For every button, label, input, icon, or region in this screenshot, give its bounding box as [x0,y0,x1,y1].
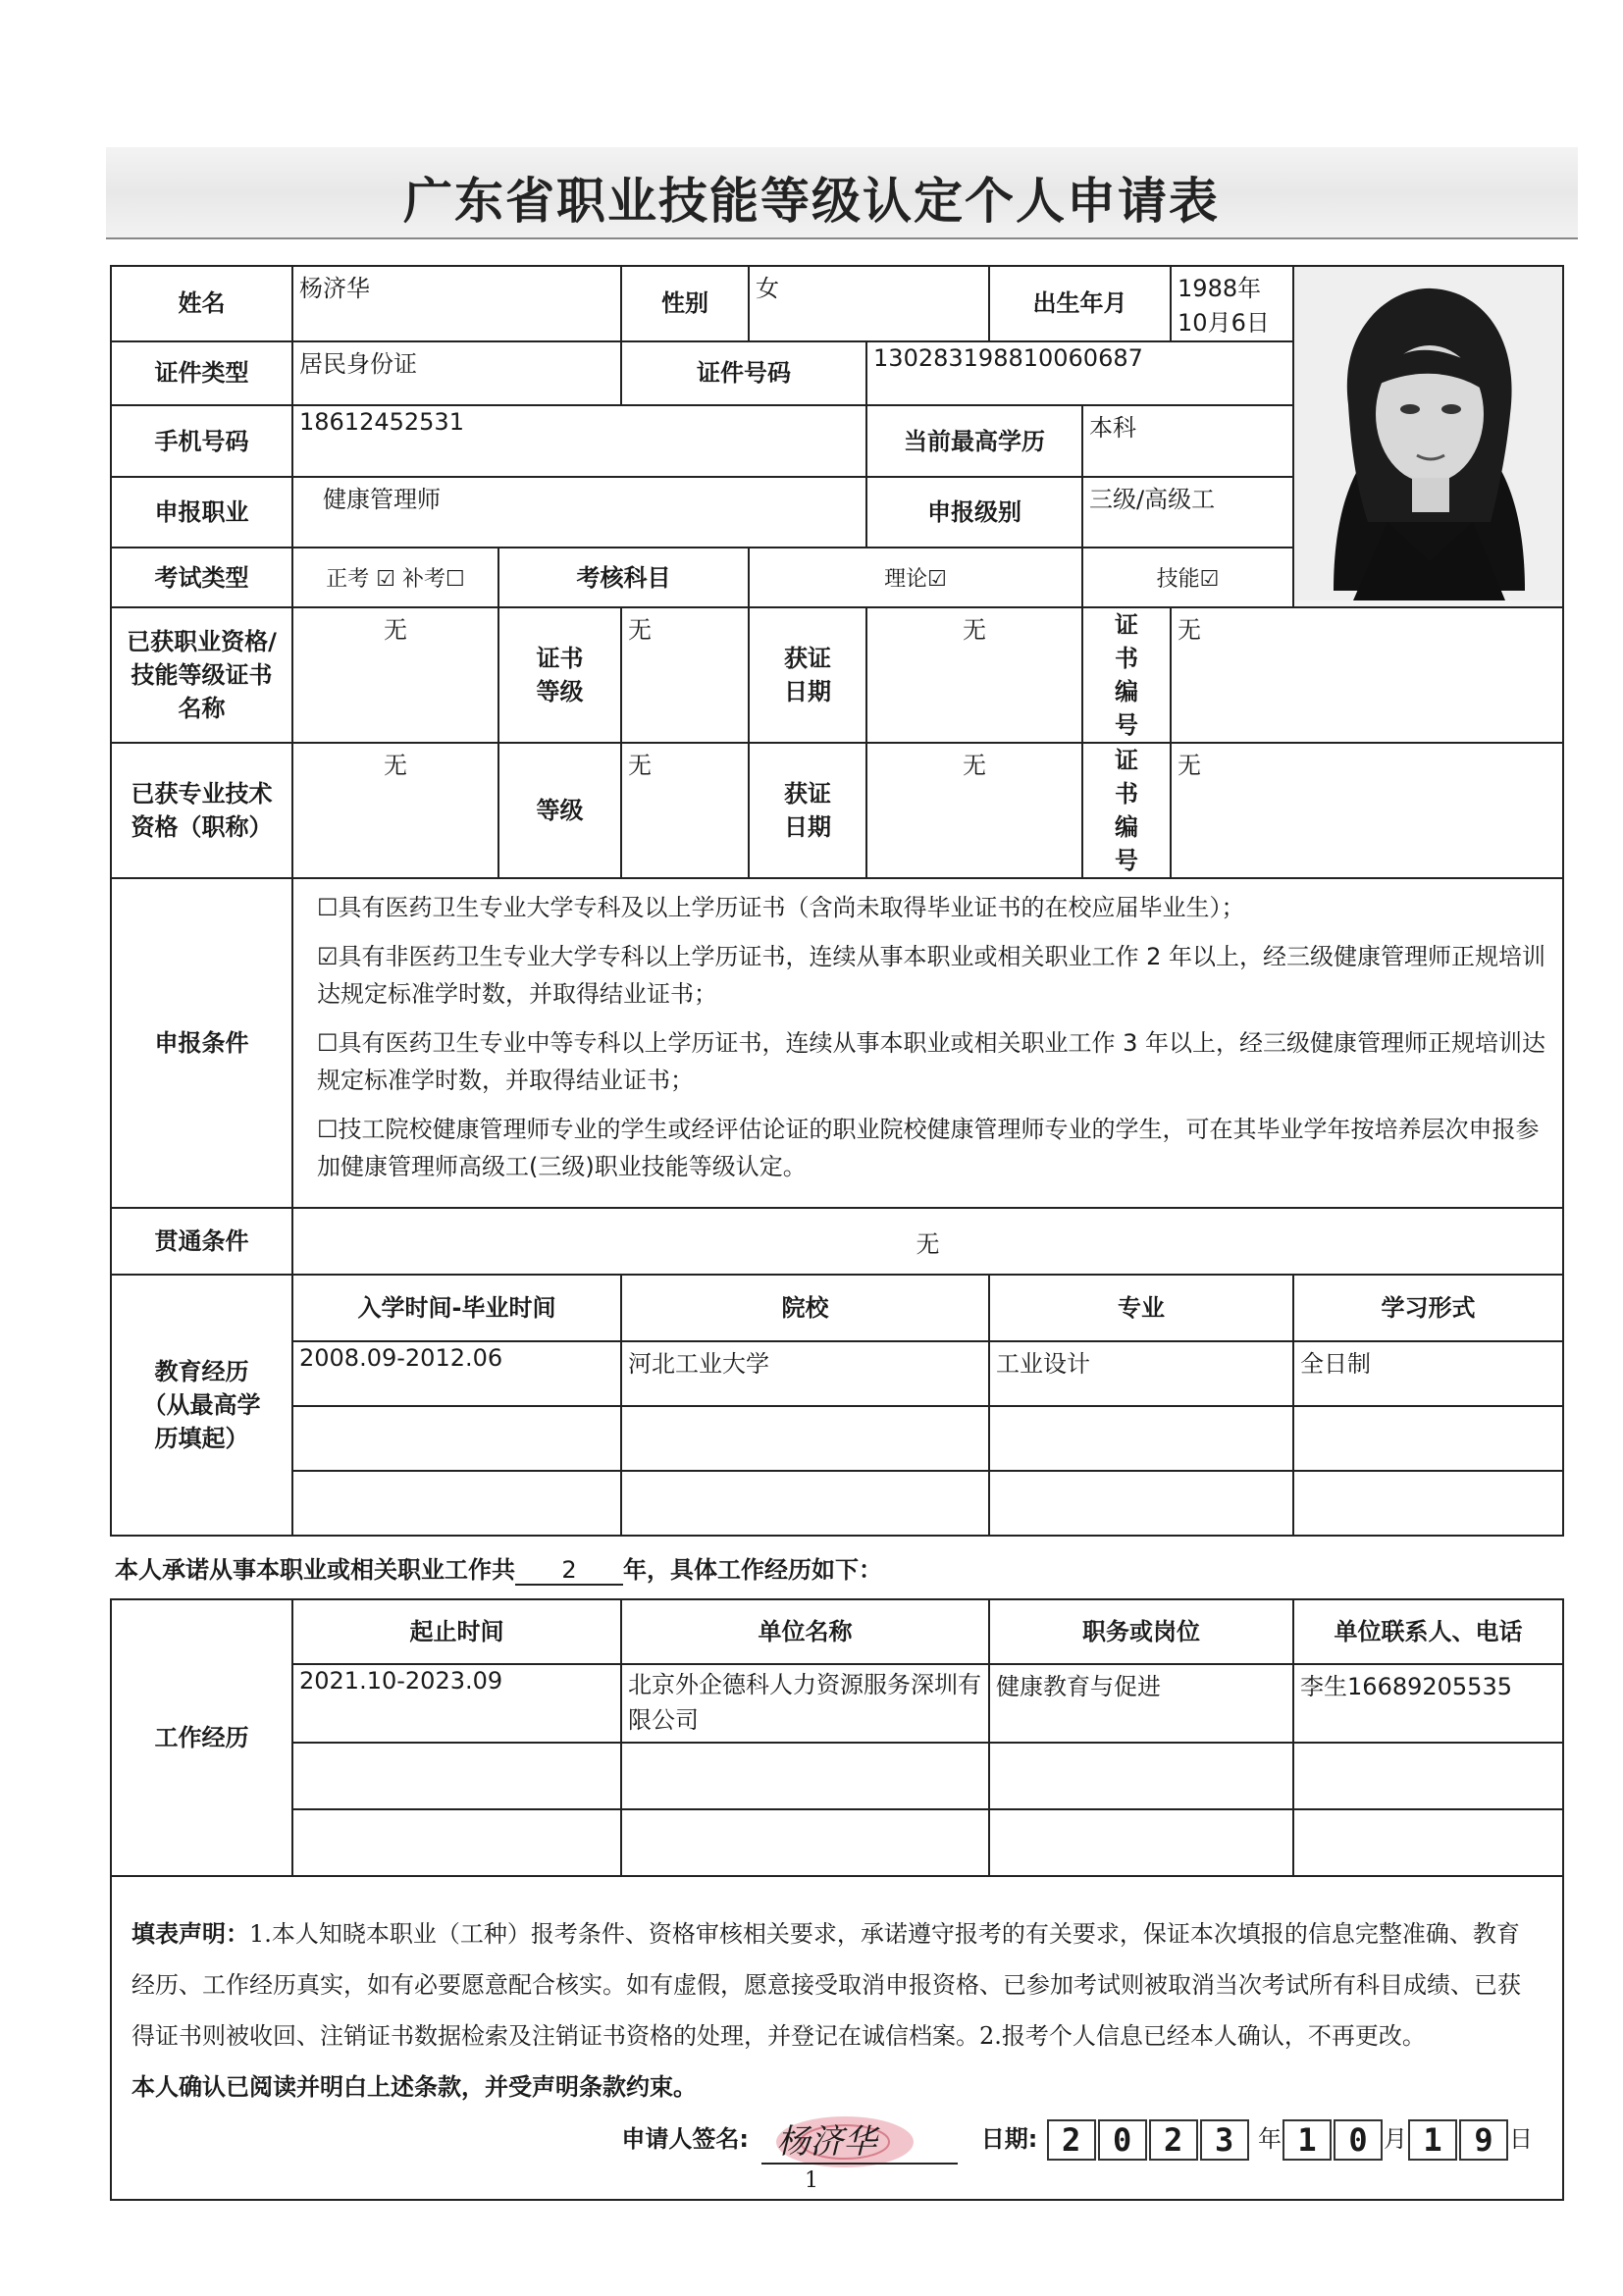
prof-no-label: 证书编号 [1082,743,1171,878]
date-month-digit: 0 [1334,2119,1383,2161]
date-year-digit: 2 [1047,2119,1096,2161]
condition-item: ☐具有医药卫生专业大学专科及以上学历证书（含尚未取得毕业证书的在校应届毕业生）； [317,894,1245,921]
vocational-cert-level: 无 [621,607,749,743]
exam-type-value: 正考 ☑ 补考☐ [292,548,498,607]
phone-value: 18612452531 [292,405,866,477]
work-company: 北京外企德科人力资源服务深圳有限公司 [621,1664,989,1743]
id-type-value: 居民身份证 [292,341,621,406]
subject-theory: 理论☑ [749,548,1082,607]
gender-value: 女 [749,266,989,341]
subject-skill: 技能☑ [1082,548,1293,607]
month-unit: 月 [1384,2125,1408,2153]
condition-item: ☐具有医药卫生专业中等专科以上学历证书，连续从事本职业或相关职业工作 3 年以上，经三级健康管理师正规培训达规定标准学时数，并取得结业证书； [317,1029,1546,1094]
signature-text: 杨济华 [776,2122,877,2162]
edu-mode [1293,1406,1563,1471]
work-period [292,1809,621,1876]
id-type-label: 证件类型 [111,341,292,406]
education-label: 当前最高学历 [866,405,1082,477]
work-period: 2021.10-2023.09 [292,1664,621,1743]
applicant-photo [1293,266,1563,607]
work-company [621,1809,989,1876]
table-row [111,1406,1563,1471]
edu-major: 工业设计 [989,1341,1293,1406]
work-company [621,1743,989,1809]
id-no-label: 证件号码 [621,341,866,406]
year-unit: 年 [1258,2125,1283,2153]
declaration-confirm: 本人确认已阅读并明白上述条款，并受声明条款约束。 [131,2073,697,2101]
name-value: 杨济华 [292,266,621,341]
through-label: 贯通条件 [111,1208,292,1275]
through-value: 无 [292,1208,1563,1275]
prof-title-level: 无 [621,743,749,878]
work-period [292,1743,621,1809]
prof-title-no: 无 [1171,743,1563,878]
edu-header-mode: 学习形式 [1293,1275,1563,1341]
table-row [111,1664,1563,1743]
form-title: 广东省职业技能等级认定个人申请表 [403,172,1220,230]
gender-label: 性别 [621,266,749,341]
edu-period [292,1406,621,1471]
edu-school [621,1406,989,1471]
date-year-digit: 3 [1200,2119,1249,2161]
occupation-label: 申报职业 [111,477,292,548]
table-row [111,1471,1563,1536]
prof-title-date: 无 [866,743,1082,878]
level-value: 三级/高级工 [1082,477,1293,548]
edu-history-label: 教育经历（从最高学历填起） [111,1275,292,1536]
date-year-digit: 0 [1098,2119,1147,2161]
declaration [111,1876,1563,2200]
phone-label: 手机号码 [111,405,292,477]
edu-mode: 全日制 [1293,1341,1563,1406]
edu-major [989,1406,1293,1471]
work-pledge [111,1536,1563,1599]
edu-period: 2008.09-2012.06 [292,1341,621,1406]
application-form [110,265,1564,2201]
date-day-digit: 9 [1459,2119,1508,2161]
vocational-cert-no: 无 [1171,607,1563,743]
cert-date-label: 获证日期 [749,607,866,743]
prof-level-label: 等级 [498,743,621,878]
exam-type-label: 考试类型 [111,548,292,607]
edu-header-period: 入学时间-毕业时间 [292,1275,621,1341]
edu-school [621,1471,989,1536]
level-label: 申报级别 [866,477,1082,548]
vocational-cert-label: 已获职业资格/技能等级证书名称 [111,607,292,743]
prof-date-label: 获证日期 [749,743,866,878]
conditions-list [292,878,1563,1208]
id-no-value: 130283198810060687 [866,341,1293,406]
work-header-period: 起止时间 [292,1599,621,1664]
birth-label: 出生年月 [989,266,1171,341]
work-position: 健康教育与促进 [989,1664,1293,1743]
declaration-text [131,1908,1543,2061]
education-value: 本科 [1082,405,1293,477]
work-position [989,1743,1293,1809]
work-contact [1293,1809,1563,1876]
work-history-label: 工作经历 [111,1599,292,1876]
table-row [111,1743,1563,1809]
table-row [111,1809,1563,1876]
date-month-digit: 1 [1283,2119,1332,2161]
edu-header-school: 院校 [621,1275,989,1341]
prof-title-label: 已获专业技术资格（职称） [111,743,292,878]
day-unit: 日 [1509,2125,1534,2153]
edu-major [989,1471,1293,1536]
vocational-cert-date: 无 [866,607,1082,743]
declaration-heading: 填表声明： [131,1920,249,1948]
edu-mode [1293,1471,1563,1536]
work-years: 2 [515,1556,623,1586]
page-number: 1 [805,2168,818,2193]
cert-level-label: 证书等级 [498,607,621,743]
work-contact: 李生16689205535 [1293,1664,1563,1743]
work-pledge-before: 本人承诺从事本职业或相关职业工作共 [115,1555,515,1584]
edu-header-major: 专业 [989,1275,1293,1341]
date-year-digit: 2 [1149,2119,1198,2161]
condition-item: ☑具有非医药卫生专业大学专科以上学历证书，连续从事本职业或相关职业工作 2 年以上，经三级健康管理师正规培训达规定标准学时数，并取得结业证书； [317,943,1546,1008]
occupation-value: 健康管理师 [292,477,866,548]
signature [757,2113,963,2167]
declaration-body: 1.本人知晓本职业（工种）报考条件、资格审核相关要求，承诺遵守报考的有关要求，保证本次填报的信息完整准确、教育经历、工作经历真实，如有必要愿意配合核实。如有虚假，愿意接受取消申报资格、已参加考试则被取消当次考试所有科目成绩、已获得证书则被收回、注销证书数据检索及注销证书资格的处理，并登记在诚信档案。2.报考个人信息已经本人确认，不再更改。 [131,1920,1521,2050]
subjects-label: 考核科目 [498,548,749,607]
name-label: 姓名 [111,266,292,341]
work-header-company: 单位名称 [621,1599,989,1664]
signature-line [131,2113,1543,2167]
table-row [111,1341,1563,1406]
date-label: 日期: [980,2125,1038,2153]
work-pledge-after: 年，具体工作经历如下： [623,1555,882,1584]
portrait-image [1294,267,1563,600]
work-contact [1293,1743,1563,1809]
sign-label: 申请人签名: [621,2125,749,2153]
cert-no-label: 证书编号 [1082,607,1171,743]
edu-school: 河北工业大学 [621,1341,989,1406]
work-position [989,1809,1293,1876]
edu-period [292,1471,621,1536]
work-header-contact: 单位联系人、电话 [1293,1599,1563,1664]
work-header-position: 职务或岗位 [989,1599,1293,1664]
conditions-label: 申报条件 [111,878,292,1208]
condition-item: ☐技工院校健康管理师专业的学生或经评估论证的职业院校健康管理师专业的学生，可在其毕业学年按培养层次申报参加健康管理师高级工(三级)职业技能等级认定。 [317,1116,1540,1180]
prof-title-name: 无 [292,743,498,878]
date-day-digit: 1 [1408,2119,1457,2161]
birth-value: 1988年10月6日 [1171,266,1293,341]
vocational-cert-name: 无 [292,607,498,743]
